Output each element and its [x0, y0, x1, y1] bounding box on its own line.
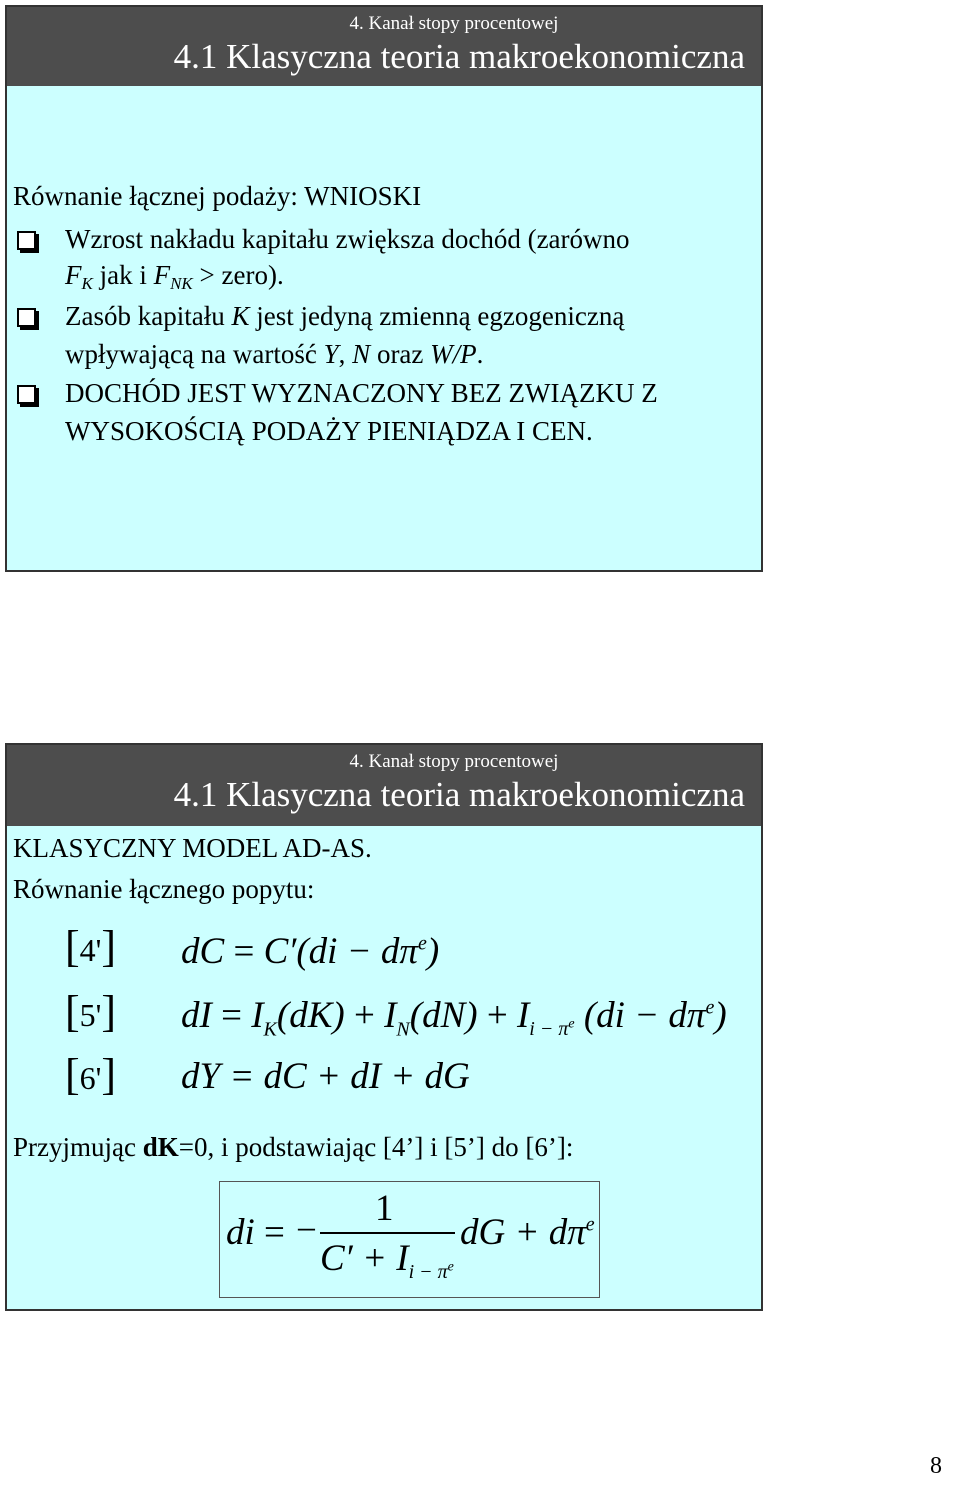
slide-title: 4.1 Klasyczna teoria makroekonomiczna	[173, 37, 745, 76]
text-fragment: jest jedyną zmienną egzogeniczną	[249, 301, 625, 331]
equation-heading: Równanie łącznego popytu:	[13, 874, 315, 904]
bullet-2-line-2	[65, 341, 483, 368]
math-subscript: N	[396, 1018, 410, 1041]
slide-1	[5, 5, 763, 572]
math-superscript: e	[585, 1213, 595, 1236]
math-term: I	[384, 995, 397, 1036]
math-term: )	[714, 995, 727, 1036]
checkbox-bullet-icon	[17, 385, 36, 404]
math-operator: +	[486, 995, 508, 1036]
equation-label: [4']	[65, 922, 117, 971]
text-fragment: > zero).	[192, 260, 284, 290]
page-number: 8	[930, 1453, 942, 1479]
text-fragment: ,	[338, 339, 353, 369]
equation-5	[181, 997, 727, 1039]
math-term: C′ + I	[320, 1238, 409, 1279]
math-superscript: e	[705, 996, 715, 1019]
bullet-2-line-1	[65, 303, 624, 330]
text-fragment: =0, i podstawiając [4’] i [5’] do [6’]:	[178, 1132, 574, 1162]
math-operator: +	[353, 995, 375, 1036]
result-box	[219, 1181, 600, 1298]
math-term: di	[226, 1212, 255, 1253]
bold-symbol: dK	[142, 1132, 179, 1162]
checkbox-bullet-icon	[17, 231, 36, 250]
math-subscript-text: i − π	[408, 1261, 448, 1284]
subscript-nk: NK	[170, 274, 193, 293]
math-operator: =	[264, 1212, 285, 1253]
result-lhs	[226, 1214, 285, 1251]
equation-label: [5']	[65, 987, 117, 1036]
math-term: dC	[181, 931, 225, 972]
equation-4	[181, 933, 439, 970]
result-tail	[460, 1214, 595, 1251]
math-term: dI	[181, 995, 212, 1036]
equation-label: [6']	[65, 1050, 117, 1099]
text-fragment: jak i	[92, 260, 154, 290]
math-operator: =	[233, 931, 255, 972]
math-subscript	[529, 1018, 574, 1040]
bullet-3-line-2: WYSOKOŚCIĄ PODAŻY PIENIĄDZA I CEN.	[65, 416, 593, 446]
math-term: I	[516, 995, 530, 1036]
math-term: C′(di − dπ	[263, 931, 418, 972]
derivation-text	[13, 1134, 573, 1161]
subscript-k: K	[81, 274, 93, 293]
label-text: 5'	[79, 997, 102, 1033]
slide-header	[7, 7, 761, 86]
section-title: 4. Kanał stopy procentowej	[349, 13, 559, 34]
fraction-line	[320, 1232, 455, 1234]
fraction-denominator	[320, 1240, 454, 1282]
text-fragment: .	[476, 339, 484, 369]
slide-header	[7, 745, 761, 826]
text-fragment: oraz	[370, 339, 431, 369]
math-term: (dN)	[409, 995, 478, 1036]
bullet-1-line-1: Wzrost nakładu kapitału zwiększa dochód (zarówno	[65, 224, 630, 254]
math-subscript-text: i − π	[529, 1018, 569, 1041]
section-title: 4. Kanał stopy procentowej	[349, 751, 559, 772]
text-fragment: wpływającą na wartość	[65, 339, 324, 369]
slide-heading: Równanie łącznej podaży: WNIOSKI	[13, 181, 422, 211]
math-superscript: e	[417, 932, 427, 955]
slide-2	[5, 743, 763, 1311]
symbol-n: N	[352, 339, 371, 369]
result-minus: −	[296, 1210, 317, 1251]
model-heading: KLASYCZNY MODEL AD-AS.	[13, 833, 372, 863]
symbol-f: F	[65, 260, 82, 290]
math-term: I	[251, 995, 264, 1036]
checkbox-bullet-icon	[17, 308, 36, 327]
math-subscript: K	[263, 1018, 277, 1041]
math-term: dG + dπ	[460, 1212, 586, 1253]
label-text: 6'	[79, 1060, 102, 1096]
math-term: (di − dπ	[583, 995, 706, 1036]
symbol-y: Y	[323, 339, 339, 369]
symbol-f: F	[153, 260, 171, 290]
symbol-k: K	[231, 301, 250, 331]
text-fragment: Zasób kapitału	[65, 301, 232, 331]
fraction-numerator: 1	[375, 1188, 394, 1229]
label-text: 4'	[79, 932, 102, 968]
math-superscript: e	[447, 1259, 454, 1275]
math-operator: =	[221, 995, 242, 1036]
math-subscript	[409, 1261, 454, 1283]
bullet-1-line-2	[65, 262, 284, 292]
text-fragment: Przyjmując	[13, 1132, 143, 1162]
bullet-3-line-1: DOCHÓD JEST WYZNACZONY BEZ ZWIĄZKU Z	[65, 378, 658, 408]
math-superscript: e	[568, 1016, 575, 1032]
math-term: (dK)	[276, 995, 345, 1036]
equation-6: dY = dC + dI + dG	[181, 1056, 470, 1097]
math-term: )	[426, 931, 440, 972]
symbol-wp: W/P	[430, 339, 477, 369]
slide-title: 4.1 Klasyczna teoria makroekonomiczna	[173, 775, 745, 814]
